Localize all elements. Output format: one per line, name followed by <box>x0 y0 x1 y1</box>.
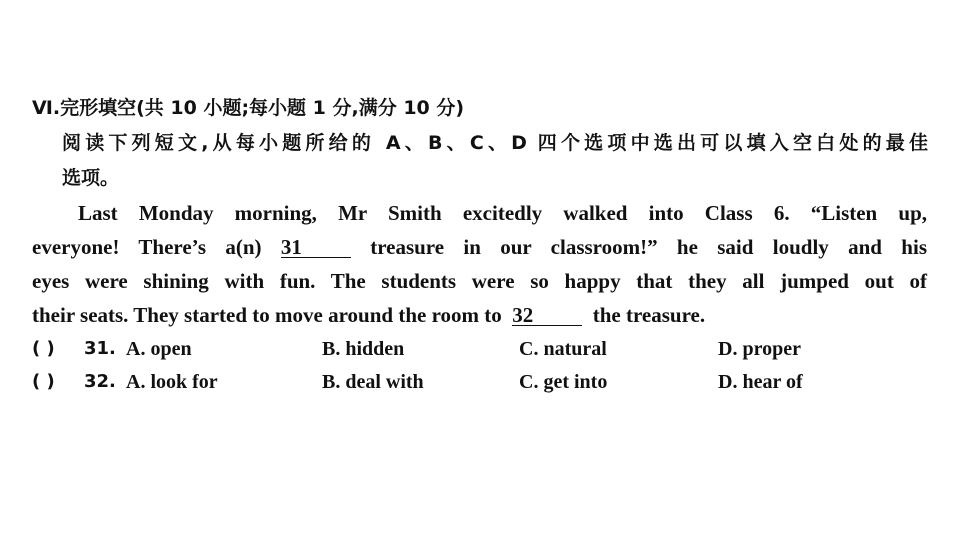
option-d: D. hear of <box>718 371 803 393</box>
instruction-line-1: 阅读下列短文,从每小题所给的 A、B、C、D 四个选项中选出可以填入空白处的最佳 <box>62 132 928 154</box>
passage-line-4 <box>32 303 705 327</box>
passage-line-1: Last Monday morning, Mr Smith excitedly walked into Class 6. “Listen up, <box>78 201 927 225</box>
passage-line-2 <box>32 235 927 259</box>
option-b: B. hidden <box>322 338 405 360</box>
passage-text: their seats. They started to move around the room to <box>32 303 502 327</box>
blank-32: 32 <box>512 305 582 326</box>
passage-text: treasure in our classroom!” he said loudly and his <box>370 235 927 259</box>
instruction-line-2: 选项。 <box>62 167 120 189</box>
question-31 <box>32 337 932 363</box>
option-c: C. natural <box>519 338 607 360</box>
option-d: D. proper <box>718 338 801 360</box>
section-heading: Ⅵ.完形填空(共 10 小题;每小题 1 分,满分 10 分) <box>32 97 465 119</box>
option-b: B. deal with <box>322 371 424 393</box>
passage-line-3: eyes were shining with fun. The students were so happy that they all jumped out of <box>32 269 927 293</box>
option-a: A. open <box>126 338 192 360</box>
answer-parentheses[interactable]: ( ) <box>32 371 55 392</box>
passage-text: the treasure. <box>592 303 706 327</box>
question-32 <box>32 370 932 396</box>
option-c: C. get into <box>519 371 608 393</box>
blank-31: 31 <box>281 237 351 258</box>
question-number: 31. <box>84 338 116 359</box>
question-number: 32. <box>84 371 116 392</box>
answer-parentheses[interactable]: ( ) <box>32 338 55 359</box>
passage-text: everyone! There’s a(n) <box>32 235 262 259</box>
option-a: A. look for <box>126 371 218 393</box>
